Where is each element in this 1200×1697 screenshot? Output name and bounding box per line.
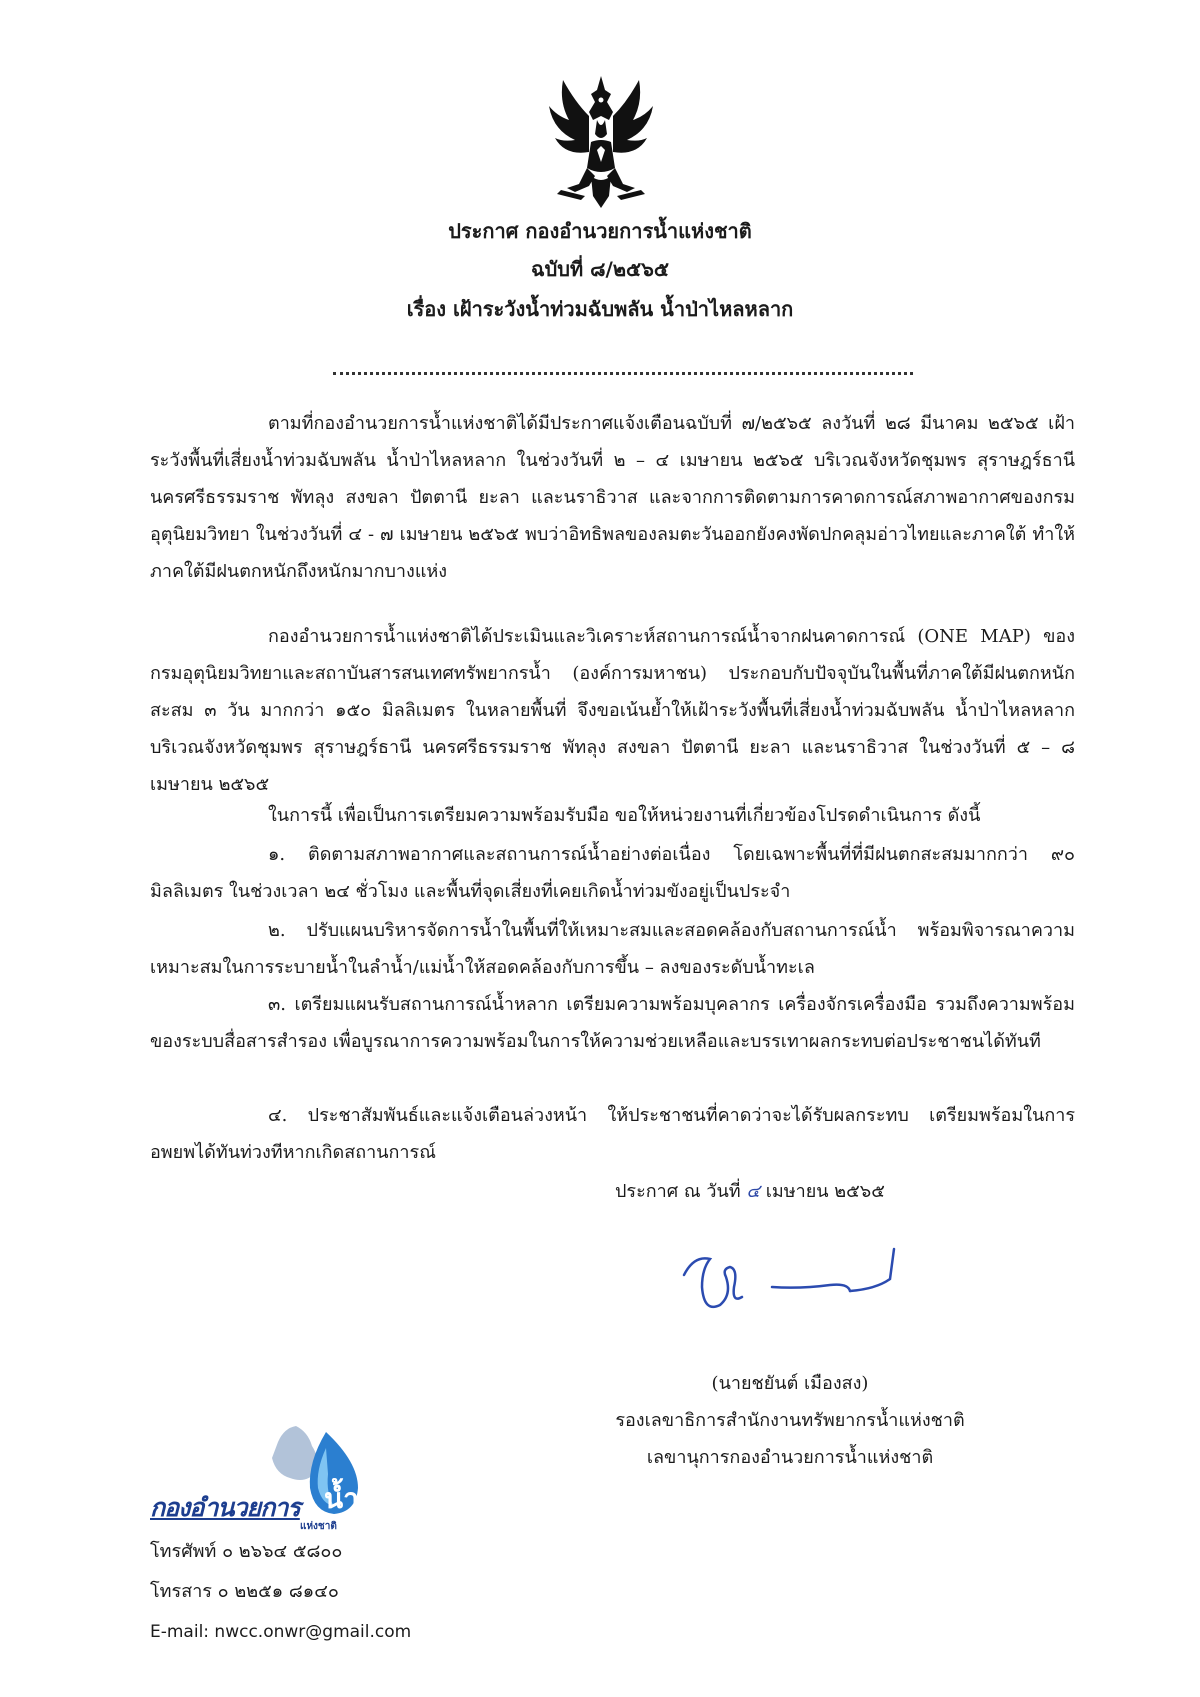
- dotted-divider: [333, 372, 913, 375]
- announcement-heading: [150, 212, 1050, 332]
- date-suffix: เมษายน ๒๕๖๕: [765, 1181, 885, 1202]
- action-item-2: ๒. ปรับแผนบริหารจัดการน้ำในพื้นที่ให้เหมาะสมและสอดคล้องกับสถานการณ์น้ำ พร้อมพิจารณาความเหมาะสมในการระบายน้ำในลำน้ำ/แม่น้ำให้สอดคล้องกับการขึ้น – ลงของระดับน้ำทะเล: [150, 920, 1075, 978]
- signer-position-2: เลขานุการกองอำนวยการน้ำแห่งชาติ: [646, 1447, 934, 1468]
- logo-water-word: น้ำ: [324, 1482, 359, 1515]
- action-item-4: ๔. ประชาสัมพันธ์และแจ้งเตือนล่วงหน้า ให้ประชาชนที่คาดว่าจะได้รับผลกระทบ เตรียมพร้อมในการอพยพได้ทันท่วงทีหากเกิดสถานการณ์: [150, 1105, 1075, 1163]
- announcement-subject: เรื่อง เฝ้าระวังน้ำท่วมฉับพลัน น้ำป่าไหลหลาก: [406, 297, 794, 321]
- signer-name: (นายชยันต์ เมืองสง): [711, 1373, 869, 1394]
- announcement-number: ฉบับที่ ๘/๒๕๖๕: [530, 257, 670, 281]
- date-prefix: ประกาศ ณ วันที่: [615, 1181, 741, 1202]
- body-paragraph-1: ตามที่กองอำนวยการน้ำแห่งชาติได้มีประกาศแจ้งเตือนฉบับที่ ๗/๒๕๖๕ ลงวันที่ ๒๘ มีนาคม ๒๕๖๕ เฝ้าระวังพื้นที่เสี่ยงน้ำท่วมฉับพลัน น้ำป่าไหลหลาก ในช่วงวันที่ ๒ – ๔ เมษายน ๒๕๖๕ บริเวณจังหวัดชุมพร สุราษฎร์ธานี นครศรีธรรมราช พัทลุง สงขลา ปัตตานี ยะลา และนราธิวาส และจากการติดตามการคาดการณ์สภาพอากาศของกรมอุตุนิยมวิทยา ในช่วงวันที่ ๔ - ๗ เมษายน ๒๕๖๕ พบว่าอิทธิพลของลมตะวันออกยังคงพัดปกคลุมอ่าวไทยและภาคใต้ ทำให้ภาคใต้มีฝนตกหนักถึงหนักมากบางแห่ง: [150, 413, 1075, 582]
- action-item-1: ๑. ติดตามสภาพอากาศและสถานการณ์น้ำอย่างต่อเนื่อง โดยเฉพาะพื้นที่ที่มีฝนตกสะสมมากกว่า ๙๐ มิลลิเมตร ในช่วงเวลา ๒๔ ชั่วโมง และพื้นที่จุดเสี่ยงที่เคยเกิดน้ำท่วมขังอยู่เป็นประจำ: [150, 844, 1075, 902]
- body-paragraph-3: ในการนี้ เพื่อเป็นการเตรียมความพร้อมรับมือ ขอให้หน่วยงานที่เกี่ยวข้องโปรดดำเนินการ ดังนี้: [268, 805, 981, 826]
- logo-text: กองอำนวยการ: [150, 1493, 300, 1522]
- garuda-emblem-icon: [545, 72, 657, 212]
- contact-fax: โทรสาร ๐ ๒๒๕๑ ๘๑๔๐: [150, 1581, 339, 1602]
- announcement-date: [615, 1173, 885, 1210]
- body-paragraph-2: กองอำนวยการน้ำแห่งชาติได้ประเมินและวิเคราะห์สถานการณ์น้ำจากฝนคาดการณ์ (ONE MAP) ของกรมอุตุนิยมวิทยาและสถาบันสารสนเทศทรัพยากรน้ำ (องค์การมหาชน) ประกอบกับปัจจุบันในพื้นที่ภาคใต้มีฝนตกหนักสะสม ๓ วัน มากกว่า ๑๕๐ มิลลิเมตร ในหลายพื้นที่ จึงขอเน้นย้ำให้เฝ้าระวังพื้นที่เสี่ยงน้ำท่วมฉับพลัน น้ำป่าไหลหลากบริเวณจังหวัดชุมพร สุราษฎร์ธานี นครศรีธรรมราช พัทลุง สงขลา ปัตตานี ยะลา และนราธิวาส ในช่วงวันที่ ๕ – ๘ เมษายน ๒๕๖๕: [150, 626, 1075, 795]
- contact-email[interactable]: E-mail: nwcc.onwr@gmail.com: [150, 1622, 412, 1642]
- signer-position-1: รองเลขาธิการสำนักงานทรัพยากรน้ำแห่งชาติ: [615, 1410, 965, 1431]
- contact-phone: โทรศัพท์ ๐ ๒๖๖๔ ๕๘๐๐: [150, 1541, 343, 1562]
- announcement-title: ประกาศ กองอำนวยการน้ำแห่งชาติ: [448, 219, 752, 243]
- action-item-3: ๓. เตรียมแผนรับสถานการณ์น้ำหลาก เตรียมความพร้อมบุคลากร เครื่องจักรเครื่องมือ รวมถึงความพร้อมของระบบสื่อสารสำรอง เพื่อบูรณาการความพร้อมในการให้ความช่วยเหลือและบรรเทาผลกระทบต่อประชาชนได้ทันที: [150, 994, 1075, 1052]
- date-day: ๔: [746, 1181, 760, 1202]
- logo-subtext: แห่งชาติ: [300, 1521, 337, 1532]
- handwritten-signature: [680, 1225, 920, 1345]
